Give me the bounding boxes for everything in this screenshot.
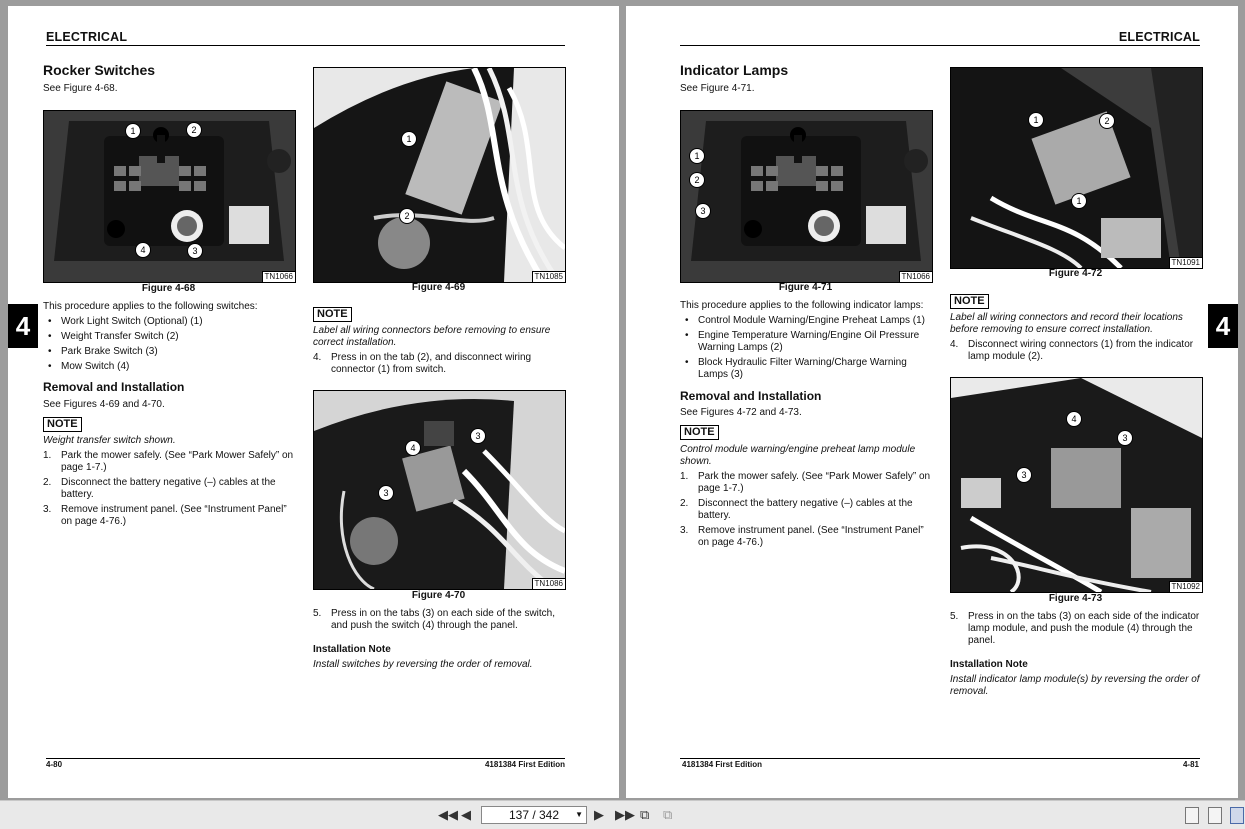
figure-caption: Figure 4-68	[141, 283, 196, 294]
list-item: 5. Press in on the tabs (3) on each side of the indicator lamp module, and push the module (4) through the panel.	[950, 611, 1200, 646]
see-figures: See Figures 4-69 and 4-70.	[43, 399, 165, 410]
list-item: • Engine Temperature Warning/Engine Oil Pressure Warning Lamps (2)	[680, 330, 932, 354]
callout-3: 3	[1016, 467, 1032, 483]
first-page-icon[interactable]: ◀◀	[438, 807, 458, 822]
callout-4: 4	[135, 242, 151, 258]
note-text: Control module warning/engine preheat lamp module shown.	[680, 444, 916, 467]
page-indicator: 137 / 342	[508, 808, 560, 822]
callout-3: 3	[378, 485, 394, 501]
figure-id: TN1066	[262, 271, 295, 282]
page-number: 4-80	[46, 760, 63, 769]
figure-4-73-photo	[950, 377, 1203, 593]
callout-3: 3	[470, 428, 486, 444]
figure-caption: Figure 4-69	[411, 282, 466, 293]
list-item: 2. Disconnect the battery negative (–) cables at the battery.	[680, 498, 913, 521]
list-item: 4. Disconnect wiring connectors (1) from the indicator lamp module (2).	[950, 339, 1194, 362]
note-label: NOTE	[43, 417, 82, 432]
callout-2: 2	[399, 208, 415, 224]
figure-4-71-photo	[680, 110, 933, 283]
subsection-title: Removal and Installation	[43, 380, 185, 394]
step-list	[950, 611, 1202, 650]
note-label: NOTE	[950, 294, 989, 309]
callout-2: 2	[1099, 113, 1115, 129]
next-page-icon[interactable]: ▶	[594, 807, 604, 822]
header-rule	[46, 45, 565, 46]
single-page-view-icon[interactable]	[1185, 807, 1199, 824]
prev-page-icon[interactable]: ◀	[461, 807, 471, 822]
note-text: Label all wiring connectors and record their locations before removing to ensure correct installation.	[950, 312, 1183, 335]
chevron-down-icon: ▼	[575, 810, 583, 819]
callout-4: 4	[1066, 411, 1082, 427]
callout-1: 1	[1028, 112, 1044, 128]
note-label: NOTE	[313, 307, 352, 322]
switch-list	[43, 316, 293, 376]
list-item: • Weight Transfer Switch (2)	[43, 331, 293, 343]
intro-text: This procedure applies to the following switches:	[43, 301, 258, 312]
step-list	[43, 450, 295, 531]
callout-3: 3	[1117, 430, 1133, 446]
copy-pages-icon[interactable]: ⧉	[663, 807, 673, 822]
figure-id: TN1092	[1169, 581, 1202, 592]
callout-2: 2	[689, 172, 705, 188]
section-title: Rocker Switches	[43, 62, 156, 78]
figure-id: TN1085	[532, 271, 565, 282]
figure-4-68-photo	[43, 110, 296, 283]
list-item: • Mow Switch (4)	[43, 361, 293, 373]
figure-caption: Figure 4-70	[411, 590, 466, 601]
callout-1: 1	[689, 148, 705, 164]
two-page-view-icon[interactable]	[1230, 807, 1244, 824]
left-page	[8, 6, 619, 798]
list-item: 3. Remove instrument panel. (See “Instrument Panel” on page 4-76.)	[43, 504, 287, 527]
chapter-tab: 4	[8, 304, 38, 348]
figure-caption: Figure 4-71	[778, 282, 833, 293]
callout-1: 1	[401, 131, 417, 147]
edition: 4181384 First Edition	[484, 760, 565, 769]
see-figures: See Figures 4-72 and 4-73.	[680, 407, 802, 418]
figure-id: TN1066	[899, 271, 932, 282]
footer-rule	[680, 758, 1200, 759]
last-page-icon[interactable]: ▶▶	[615, 807, 635, 822]
page-select[interactable]	[481, 806, 587, 824]
page-header: ELECTRICAL	[46, 30, 128, 44]
section-title: Indicator Lamps	[680, 62, 789, 78]
lamp-list	[680, 315, 932, 384]
right-page	[626, 6, 1238, 798]
list-item: 4. Press in on the tab (2), and disconnect wiring connector (1) from switch.	[313, 352, 532, 375]
viewer-toolbar	[0, 800, 1245, 829]
callout-3: 3	[695, 203, 711, 219]
step-list	[313, 352, 565, 379]
install-note-title: Installation Note	[950, 659, 1028, 670]
callout-1: 1	[125, 123, 141, 139]
page-number: 4-81	[1182, 760, 1199, 769]
list-item: • Park Brake Switch (3)	[43, 346, 293, 358]
list-item: • Control Module Warning/Engine Preheat Lamps (1)	[680, 315, 932, 327]
install-note-text: Install switches by reversing the order of removal.	[313, 659, 533, 670]
note-text: Label all wiring connectors before removing to ensure correct installation.	[313, 325, 551, 348]
list-item: 5. Press in on the tabs (3) on each side of the switch, and push the switch (4) through the panel.	[313, 608, 556, 631]
callout-1: 1	[1071, 193, 1087, 209]
callout-4: 4	[405, 440, 421, 456]
note-text: Weight transfer switch shown.	[43, 435, 176, 446]
rotate-pages-icon[interactable]: ⧉	[640, 807, 650, 822]
intro-text: This procedure applies to the following indicator lamps:	[680, 300, 924, 311]
list-item: • Block Hydraulic Filter Warning/Charge Warning Lamps (3)	[680, 357, 932, 381]
page-header: ELECTRICAL	[1118, 30, 1200, 44]
figure-id: TN1086	[532, 578, 565, 589]
subsection-title: Removal and Installation	[680, 389, 822, 403]
list-item: • Work Light Switch (Optional) (1)	[43, 316, 293, 328]
figure-4-69-photo	[313, 67, 566, 283]
step-list	[680, 471, 932, 552]
figure-caption: Figure 4-73	[1048, 593, 1103, 604]
list-item: 1. Park the mower safely. (See “Park Mower Safely” on page 1-7.)	[43, 450, 294, 473]
step-list	[950, 339, 1202, 366]
footer-rule	[46, 758, 565, 759]
header-rule	[680, 45, 1200, 46]
continuous-view-icon[interactable]	[1208, 807, 1222, 824]
figure-4-70-photo	[313, 390, 566, 590]
install-note-text: Install indicator lamp module(s) by reversing the order of removal.	[950, 674, 1200, 697]
list-item: 1. Park the mower safely. (See “Park Mower Safely” on page 1-7.)	[680, 471, 931, 494]
see-figure: See Figure 4-71.	[680, 83, 755, 94]
install-note-title: Installation Note	[313, 644, 391, 655]
note-label: NOTE	[680, 425, 719, 440]
figure-id: TN1091	[1169, 257, 1202, 268]
list-item: 3. Remove instrument panel. (See “Instrument Panel” on page 4-76.)	[680, 525, 924, 548]
figure-4-72-photo	[950, 67, 1203, 269]
chapter-tab: 4	[1208, 304, 1238, 348]
figure-caption: Figure 4-72	[1048, 268, 1103, 279]
callout-3: 3	[187, 243, 203, 259]
callout-2: 2	[186, 122, 202, 138]
see-figure: See Figure 4-68.	[43, 83, 118, 94]
edition: 4181384 First Edition	[682, 760, 763, 769]
list-item: 2. Disconnect the battery negative (–) cables at the battery.	[43, 477, 276, 500]
step-list	[313, 608, 565, 635]
